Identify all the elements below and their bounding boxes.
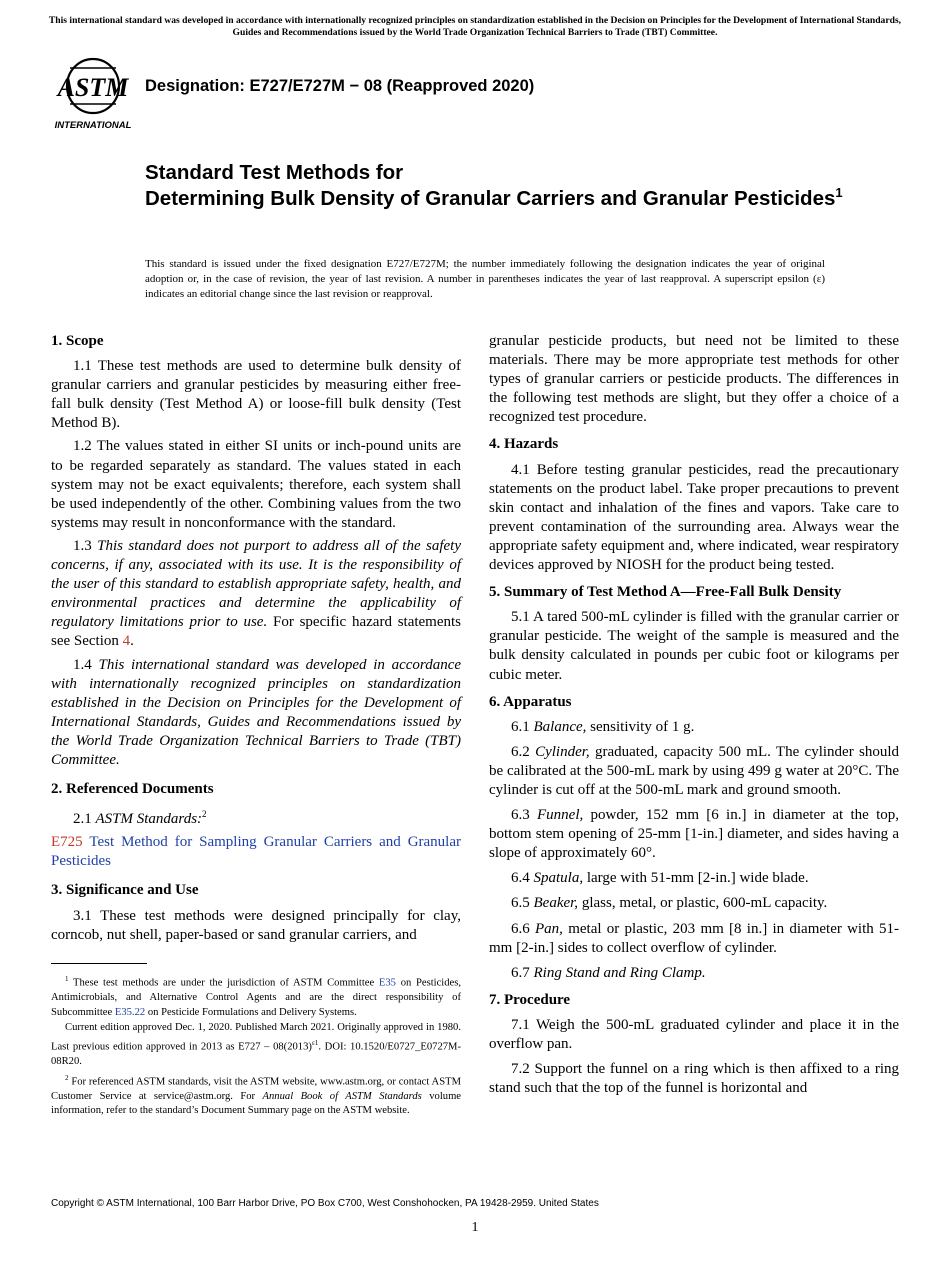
apparatus-item: 6.1 Balance, sensitivity of 1 g. bbox=[511, 718, 695, 735]
reference-e725 bbox=[51, 833, 461, 871]
title-line-2: Determining Bulk Density of Granular Carriers and Granular Pesticides$^1$ bbox=[145, 184, 843, 210]
right-column bbox=[489, 332, 899, 1102]
left-column bbox=[51, 332, 461, 949]
section-5-heading: 5. Summary of Test Method A—Free-Fall Bulk Density bbox=[489, 584, 842, 601]
apparatus-item: 6.2 Cylinder, graduated, capacity 500 mL. The cylinder should be calibrated at the 500-mL mark by using 499 g water at 20°C. The cylinder is cut off at the 500-mL mark and ground smooth. bbox=[489, 743, 900, 798]
apparatus-item: 6.4 Spatula, large with 51-mm [2-in.] wide blade. bbox=[511, 870, 809, 887]
paragraph-3-1: 3.1 These test methods were designed principally for clay, corncob, nut shell, paper-based or sand granular carriers, and bbox=[51, 907, 461, 943]
footnote-divider bbox=[51, 963, 147, 964]
section-3-heading: 3. Significance and Use bbox=[51, 882, 199, 899]
copyright-notice: Copyright © ASTM International, 100 Barr Harbor Drive, PO Box C700, West Conshohocken, PA 19428-2959. United States bbox=[51, 1198, 599, 1209]
section-2-heading: 2. Referenced Documents bbox=[51, 781, 214, 798]
astm-logo bbox=[52, 56, 134, 132]
paragraph-1-3: 1.3 This standard does not purport to address all of the safety concerns, if any, associated with its use. It is the responsibility of the user of this standard to establish appropriate safety, health, and environmental practices and determine the applicability of regulatory limitations prior to use. For specific hazard statements see Section 4. bbox=[51, 537, 462, 650]
paragraph-7-1: 7.1 Weigh the 500-mL graduated cylinder and place it in the overflow pan. bbox=[489, 1016, 899, 1052]
paragraph-7-2: 7.2 Support the funnel on a ring which is then affixed to a ring stand such that the top of the funnel is horizontal and bbox=[489, 1061, 899, 1097]
svg-text:INTERNATIONAL: INTERNATIONAL bbox=[54, 120, 132, 131]
footnote-edition: Current edition approved Dec. 1, 2020. Published March 2021. Originally approved in 1980. Last previous edition approved in 2013 as $E727 - 08(2013)^{\varepsilon 1}$. DOI: 10.1520/E0727_E0727M-08R20. bbox=[51, 1022, 461, 1068]
paragraph-3-1-continued: granular pesticide products, but need not be limited to these materials. There may be more appropriate test methods for other types of granular carriers or pesticide products. The differences in the following test methods are slight, but they offer a choice of a recognized test procedure. bbox=[489, 333, 899, 426]
apparatus-item: 6.7 Ring Stand and Ring Clamp. bbox=[511, 964, 706, 981]
committee-e35-link[interactable]: E35 bbox=[378, 977, 396, 989]
apparatus-item: 6.6 Pan, metal or plastic, 203 mm [8 in.] in diameter with 51-mm [2-in.] sides to collect overflow of cylinder. bbox=[489, 920, 900, 956]
section-7-heading: 7. Procedure bbox=[489, 991, 571, 1008]
paragraph-1-1: 1.1 These test methods are used to determine bulk density of granular carriers and granular pesticides by measuring either free-fall bulk density (Test Method A) or loose-fill bulk density (Test Method B). bbox=[51, 358, 461, 432]
section-1-heading: 1. Scope bbox=[51, 333, 104, 349]
reference-title-link[interactable]: Test Method for Sampling Granular Carriers and Granular Pesticides bbox=[51, 834, 462, 870]
section-6-heading: 6. Apparatus bbox=[489, 693, 572, 710]
section-4-heading: 4. Hazards bbox=[489, 436, 559, 453]
page-number: 1 bbox=[471, 1220, 479, 1235]
reference-code-link[interactable]: E725 bbox=[51, 834, 83, 851]
paragraph-1-2: 1.2 The values stated in either SI units or inch-pound units are to be regarded separately as standard. The values stated in each system may not be exact equivalents; therefore, each system shall be used independently of the other. Combining values from the two systems may result in nonconformance with the standard. bbox=[51, 438, 461, 531]
subcommittee-e35-22-link[interactable]: E35.22 bbox=[114, 1006, 146, 1018]
footnote-1: $^1$ These test methods are under the jurisdiction of ASTM Committee E35 on Pesticides, Antimicrobials, and Alternative Control Agents and are the direct responsibility of Subcommittee E35.22 on Pesticide Formulations and Delivery Systems. bbox=[51, 975, 461, 1018]
issue-note: This standard is issued under the fixed designation E727/E727M; the number immediately following the designation indicates the year of original adoption or, in the case of revision, the year of last revision. A number in parentheses indicates the year of last reapproval. A superscript epsilon (ε) indicates an editorial change since the last revision or reapproval. bbox=[145, 258, 825, 300]
footnote-2: $^2$ For referenced ASTM standards, visit the ASTM website, www.astm.org, or contact ASTM Customer Service at service@astm.org. For Annual Book of ASTM Standards volume information, refer to the standard’s Document Summary page on the ASTM website. bbox=[51, 1073, 462, 1117]
title-line-1: Standard Test Methods for bbox=[145, 161, 404, 184]
svg-text:ASTM: ASTM bbox=[57, 73, 129, 102]
paragraph-2-1: 2.1 ASTM Standards:$^2$ bbox=[73, 809, 207, 828]
paragraph-4-1: 4.1 Before testing granular pesticides, read the precautionary statements on the product label. Take proper precautions to prevent skin contact and inhalation of the fines and vapors. Take care to prevent contamination of the surrounding area. Always wear the appropriate safety equipment and, where indicated, wear respiratory devices approved by NIOSH for the product being tested. bbox=[489, 461, 899, 574]
paragraph-1-4: 1.4 This international standard was developed in accordance with internationally recognized principles on standardization established in the Decision on Principles for the Development of International Standards, Guides and Recommendations issued by the World Trade Organization Technical Barriers to Trade (TBT) Committee. bbox=[51, 656, 462, 768]
paragraph-5-1: 5.1 A tared 500-mL cylinder is filled with the granular carrier or granular pesticide. The weight of the sample is measured and the bulk density calculated in pounds per cubic foot or kilograms per cubic meter. bbox=[489, 609, 899, 683]
apparatus-item: 6.3 Funnel, powder, 152 mm [6 in.] in diameter at the top, bottom stem opening of 25-mm [1-in.] diameter, and sides having a slope of approximately 60°. bbox=[489, 807, 899, 862]
section-4-link[interactable]: 4 bbox=[122, 633, 131, 650]
apparatus-item: 6.5 Beaker, glass, metal, or plastic, 600-mL capacity. bbox=[511, 895, 828, 912]
document-title bbox=[145, 160, 845, 211]
title-footnote-mark: 1 bbox=[835, 184, 843, 200]
designation: Designation: E727/E727M − 08 (Reapproved 2020) bbox=[145, 77, 535, 95]
footnotes bbox=[51, 972, 461, 1120]
top-notice: This international standard was developed in accordance with internationally recognized principles on standardization established in the Decision on Principles for the Development of International Standards, Guides and Recommendations issued by the World Trade Organization Technical Barriers to Trade (TBT) Committee. bbox=[48, 15, 902, 38]
